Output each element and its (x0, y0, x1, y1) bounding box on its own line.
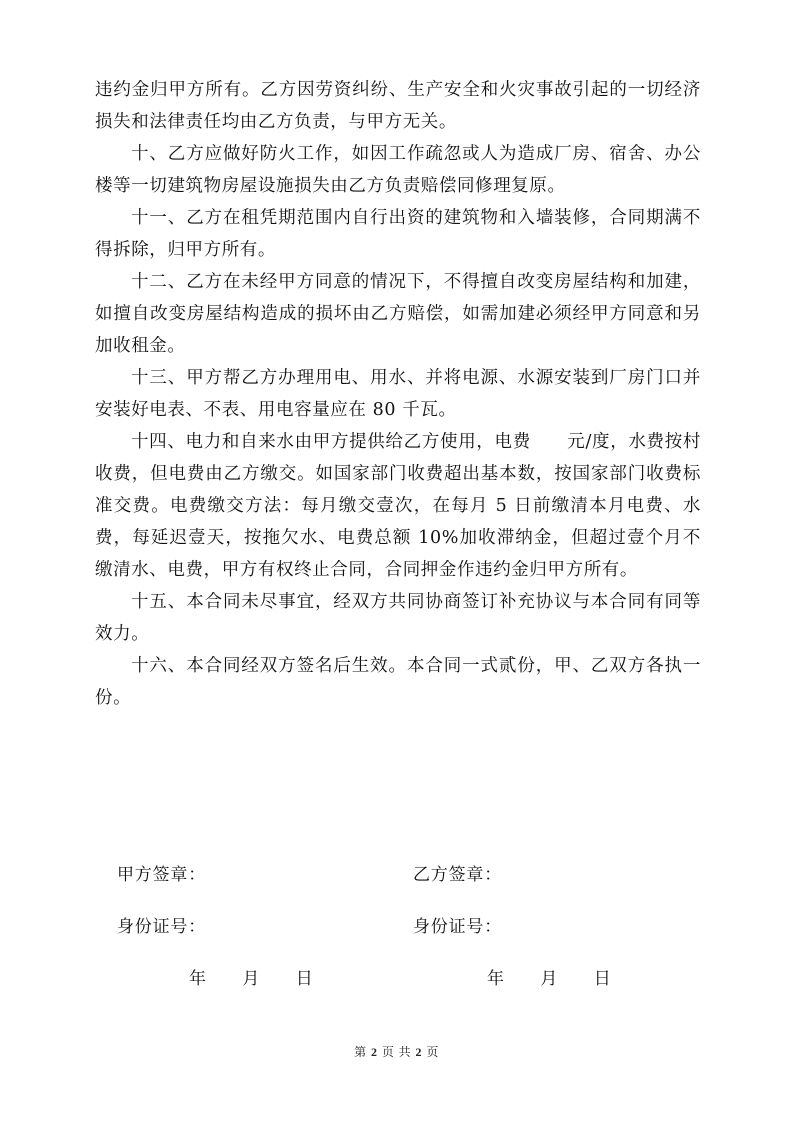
clause-14: 十四、电力和自来水由甲方提供给乙方使用，电费 元/度，水费按村收费，但电费由乙方缴交。如国家部门收费超出基本数，按国家部门收费标准交费。电费缴交方法：每月缴交壹次，在每月 5 日前缴清本月电费、水费，每延迟壹天，按拖欠水、电费总额 10%加收滞纳金，但超过壹个月不缴清水、电费，甲方有权终止合同，合同押金作违约金归甲方所有。 (95, 432, 701, 580)
footer-prefix: 第 (354, 1045, 367, 1059)
party-b-date: 年 月 日 (487, 969, 612, 989)
party-a-id-label: 身份证号： (117, 917, 206, 937)
clause-16: 十六、本合同经双方签名后生效。本合同一式贰份，甲、乙双方各执一份。 (95, 656, 701, 708)
page-footer (0, 1043, 793, 1060)
contract-body (95, 74, 701, 714)
clause-12: 十二、乙方在未经甲方同意的情况下，不得擅自改变房屋结构和加建，如擅自改变房屋结构造成的损坏由乙方赔偿，如需加建必须经甲方同意和另加收租金。 (95, 272, 701, 356)
clause-13: 十三、甲方帮乙方办理用电、用水、并将电源、水源安装到厂房门口并安装好电表、不表、用电容量应在 80 千瓦。 (95, 368, 701, 420)
current-page-number: 2 (371, 1045, 378, 1059)
footer-middle: 页 共 (381, 1045, 412, 1059)
party-a-date: 年 月 日 (189, 969, 314, 989)
clause-10: 十、乙方应做好防火工作，如因工作疏忽或人为造成厂房、宿舍、办公楼等一切建筑物房屋设施损失由乙方负责赔偿同修理复原。 (95, 144, 701, 196)
footer-suffix: 页 (426, 1045, 439, 1059)
clause-15: 十五、本合同未尽事宜，经双方共同协商签订补充协议与本合同有同等效力。 (95, 592, 701, 644)
party-b-signature-label: 乙方签章： (413, 865, 502, 885)
continued-clause: 违约金归甲方所有。乙方因劳资纠纷、生产安全和火灾事故引起的一切经济损失和法律责任均由乙方负责，与甲方无关。 (95, 80, 701, 132)
party-a-signature-label: 甲方签章： (117, 865, 206, 885)
clause-11: 十一、乙方在租凭期范围内自行出资的建筑物和入墙装修，合同期满不得拆除，归甲方所有。 (95, 208, 701, 260)
total-page-number: 2 (415, 1045, 422, 1059)
party-b-id-label: 身份证号： (413, 917, 502, 937)
